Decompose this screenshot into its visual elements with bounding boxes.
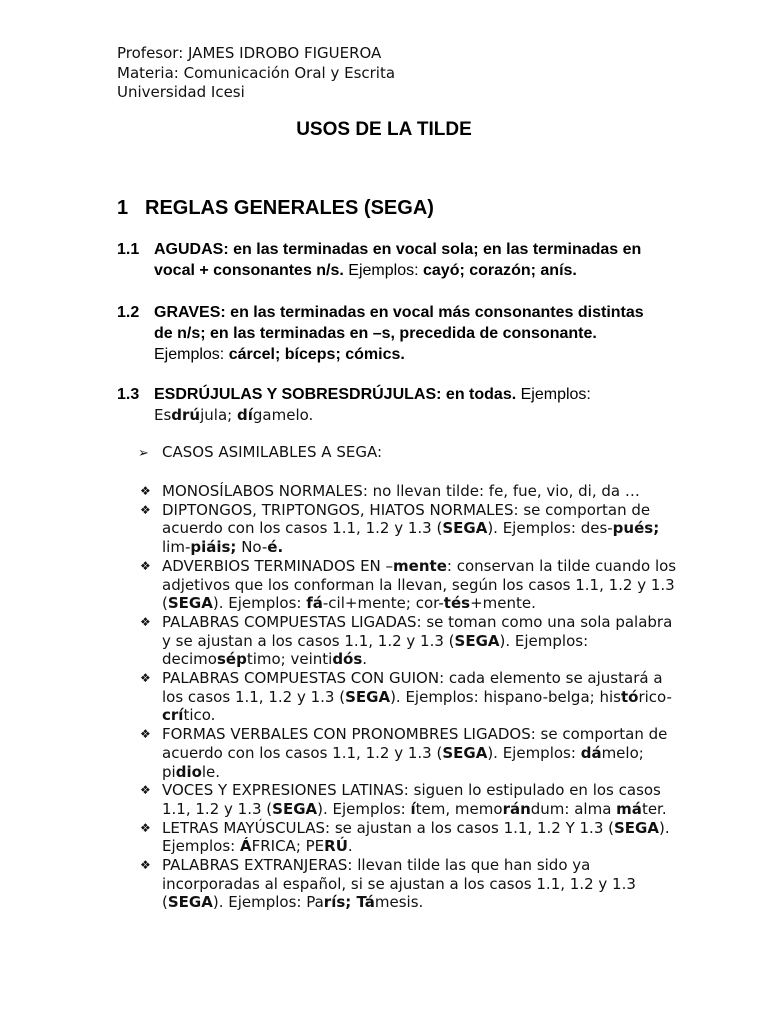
case-text: ). Ejemplos: hispano-belga; his <box>390 687 621 706</box>
case-text: melo; pi <box>162 743 644 781</box>
rule-text: en todas. <box>445 386 517 403</box>
example-word: anís. <box>535 262 577 279</box>
case-emphasis: í <box>410 799 416 818</box>
case-text: rico- <box>638 687 672 706</box>
section-number: 1 <box>117 197 129 219</box>
case-text: timo; veinti <box>246 650 333 669</box>
case-text: tico. <box>183 706 216 725</box>
diamond-bullet-icon: ❖ <box>140 783 151 798</box>
case-emphasis: SEGA <box>454 631 500 650</box>
case-emphasis: SEGA <box>167 893 213 912</box>
rule-examples-label: Ejemplos: <box>348 262 419 279</box>
rule-number: 1.1 <box>117 241 140 258</box>
rule-1-3 <box>117 384 647 405</box>
rule-number: 1.3 <box>117 386 140 403</box>
case-emphasis: tó <box>620 687 639 706</box>
case-text: . <box>347 837 353 856</box>
case-emphasis: SEGA <box>442 519 488 538</box>
case-text: ). Ejemplos: <box>317 799 411 818</box>
case-item <box>138 669 683 725</box>
rule-1-1 <box>117 239 647 281</box>
case-text: mesis. <box>374 893 424 912</box>
example-word: bíceps; <box>280 346 341 363</box>
diamond-bullet-icon: ❖ <box>140 502 151 517</box>
casos-heading: ➢ CASOS ASIMILABLES A SEGA: <box>138 443 383 461</box>
document-title: USOS DE LA TILDE <box>296 119 472 140</box>
rule-lead: AGUDAS: <box>154 241 229 258</box>
case-emphasis: fá <box>306 594 323 613</box>
case-text: FORMAS VERBALES CON PRONOMBRES LIGADOS: se comportan de acuerdo con los casos 1.1, 1.2 y 1.3 ( <box>162 725 668 762</box>
case-emphasis: tés <box>443 594 471 613</box>
case-emphasis: SEGA <box>167 594 213 613</box>
example-word: corazón; <box>464 262 536 279</box>
diamond-bullet-icon: ❖ <box>140 820 151 835</box>
case-emphasis: SEGA <box>272 799 318 818</box>
case-text: . <box>362 650 368 669</box>
case-emphasis: crí <box>162 706 184 725</box>
case-item <box>138 613 683 669</box>
rule-text: en las terminadas en vocal sola; en las terminadas en vocal + consonantes n/s. <box>154 241 642 279</box>
example-word: Esdrújula; <box>154 406 233 424</box>
header-materia: Materia: Comunicación Oral y Escrita <box>117 63 396 82</box>
document-header <box>117 44 395 103</box>
case-text: le. <box>201 762 221 781</box>
case-emphasis: mente <box>393 556 447 575</box>
case-text: dum: alma <box>530 799 617 818</box>
rule-lead: ESDRÚJULAS Y SOBRESDRÚJULAS: <box>154 386 442 403</box>
section-heading <box>117 197 434 220</box>
rule-examples <box>423 262 577 279</box>
case-text: No- <box>236 538 268 557</box>
case-text: ). Ejemplos: decimo <box>162 631 589 669</box>
case-text: PALABRAS COMPUESTAS CON GUION: cada elemento se ajustará a los casos 1.1, 1.2 y 1.3 ( <box>162 669 663 706</box>
case-text: ADVERBIOS TERMINADOS EN – <box>162 556 394 575</box>
diamond-bullet-icon: ❖ <box>140 858 151 873</box>
case-item <box>138 482 683 501</box>
case-text: ). Ejemplos: <box>487 743 581 762</box>
case-text: ). Ejemplos: Pa <box>212 893 324 912</box>
casos-title: CASOS ASIMILABLES A SEGA <box>162 443 377 461</box>
case-emphasis: dá <box>580 743 602 762</box>
case-emphasis: piáis; <box>190 538 237 557</box>
rule-number: 1.2 <box>117 304 140 321</box>
case-emphasis: dio <box>175 762 202 781</box>
rule-text: en las terminadas en vocal más consonantes distintas de n/s; en las terminadas en –s, precedida de consonante. <box>154 304 644 342</box>
case-emphasis: SEGA <box>614 818 659 837</box>
case-text: PALABRAS EXTRANJERAS: llevan tilde las que han sido ya incorporadas al español, si se ajustan a los casos 1.1, 1.2 y 1.3 ( <box>162 856 636 912</box>
example-word: dígamelo. <box>237 406 314 424</box>
case-emphasis: RÚ <box>324 837 348 856</box>
diamond-bullet-icon: ❖ <box>140 558 151 573</box>
case-text: DIPTONGOS, TRIPTONGOS, HIATOS NORMALES: se comportan de acuerdo con los casos 1.1, 1.2 y 1.3 ( <box>162 500 651 538</box>
case-emphasis: sép <box>216 650 247 669</box>
case-emphasis: SEGA <box>442 743 488 762</box>
case-text: +mente. <box>470 594 536 613</box>
case-emphasis: má <box>616 799 642 818</box>
cases-list <box>138 482 683 912</box>
section-title: REGLAS GENERALES (SEGA) <box>145 197 434 219</box>
rule-examples-label: Ejemplos: <box>154 346 225 363</box>
case-item <box>138 781 683 818</box>
case-text: VOCES Y EXPRESIONES LATINAS: siguen lo estipulado en los casos 1.1, 1.2 y 1.3 ( <box>162 781 661 818</box>
case-text: -cil+mente; cor- <box>322 594 444 613</box>
diamond-bullet-icon: ❖ <box>140 614 151 629</box>
case-emphasis: SEGA <box>345 687 391 706</box>
case-text: PALABRAS COMPUESTAS LIGADAS: se toman como una sola palabra y se ajustan a los casos 1.1, 1.2 y 1.3 ( <box>162 612 673 650</box>
case-text: FRICA; PE <box>251 837 325 856</box>
rule-examples-label: Ejemplos: <box>520 386 591 403</box>
diamond-bullet-icon: ❖ <box>140 671 151 686</box>
rule-examples <box>229 346 405 363</box>
case-item <box>138 557 683 613</box>
rule-lead: GRAVES: <box>154 304 226 321</box>
case-emphasis: rís; Tá <box>323 893 375 912</box>
case-emphasis: dós <box>332 650 363 669</box>
case-text: LETRAS MAYÚSCULAS: se ajustan a los casos 1.1, 1.2 Y 1.3 ( <box>162 818 614 837</box>
case-item <box>138 725 683 781</box>
example-word: cárcel; <box>228 346 281 363</box>
example-word: cómics. <box>340 346 405 363</box>
case-item <box>138 819 683 856</box>
rule-1-2 <box>117 302 647 365</box>
case-emphasis: Á <box>240 837 252 856</box>
case-emphasis: pués; <box>612 519 660 538</box>
case-item <box>138 501 683 557</box>
rule-1-3-examples <box>154 406 313 424</box>
diamond-bullet-icon: ❖ <box>140 727 151 742</box>
case-text: ). Ejemplos: <box>212 594 307 613</box>
case-item <box>138 856 683 912</box>
case-emphasis: é. <box>267 538 284 557</box>
case-text: ). Ejemplos: <box>162 818 670 856</box>
example-word: cayó; <box>423 262 465 279</box>
case-text: ter. <box>641 799 667 818</box>
header-universidad: Universidad Icesi <box>117 83 245 101</box>
case-text: lim- <box>162 538 191 557</box>
case-text: ). Ejemplos: des- <box>487 519 613 538</box>
header-profesor: Profesor: JAMES IDROBO FIGUEROA <box>117 44 382 62</box>
case-emphasis: rán <box>502 799 531 818</box>
case-text: tem, memo <box>415 799 503 818</box>
arrow-bullet-icon: ➢ <box>138 446 149 461</box>
case-text: MONOSÍLABOS NORMALES: no llevan tilde: fe, fue, vio, di, da … <box>162 482 640 500</box>
diamond-bullet-icon: ❖ <box>140 484 151 498</box>
case-text: : conservan la tilde cuando los adjetivos que los conforman la llevan, según los casos 1.1, 1.2 y 1.3 ( <box>162 556 677 613</box>
